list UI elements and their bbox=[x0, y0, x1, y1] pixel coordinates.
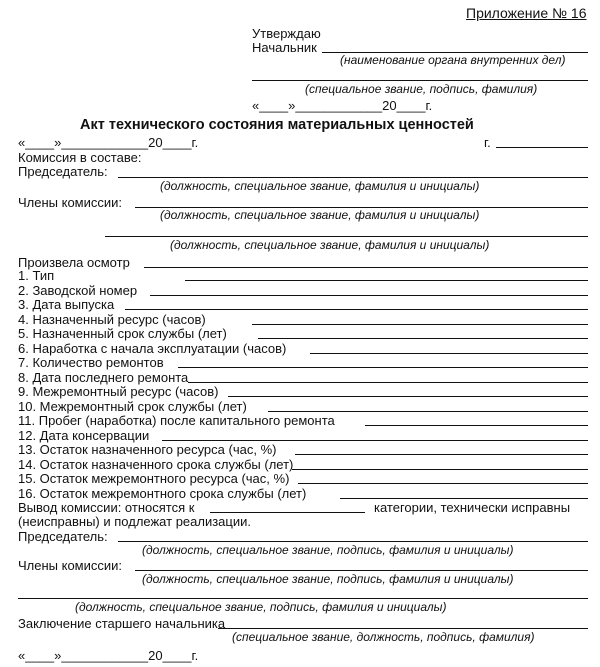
item-line[interactable] bbox=[268, 411, 588, 412]
rank-hint: (специальное звание, подпись, фамилия) bbox=[305, 82, 538, 96]
item-label: 4. Назначенный ресурс (часов) bbox=[18, 311, 206, 327]
sign-chair-hint: (должность, специальное звание, подпись, фамилия и инициалы) bbox=[142, 543, 514, 557]
appendix-label: Приложение № 16 bbox=[466, 5, 587, 21]
sign-members-label: Члены комиссии: bbox=[18, 558, 123, 573]
members-hint-1: (должность, специальное звание, фамилия и инициалы) bbox=[160, 208, 480, 222]
conclusion-prefix: Вывод комиссии: относятся к bbox=[18, 500, 195, 515]
members-line-2[interactable] bbox=[105, 236, 588, 237]
members-hint-2: (должность, специальное звание, фамилия и инициалы) bbox=[170, 238, 490, 252]
chair-label: Председатель: bbox=[18, 164, 108, 179]
senior-hint: (специальное звание, должность, подпись, фамилия) bbox=[232, 630, 535, 644]
chair-hint: (должность, специальное звание, фамилия и инициалы) bbox=[160, 179, 480, 193]
sign-members-line-2[interactable] bbox=[18, 598, 588, 599]
inspected-label: Произвела осмотр bbox=[18, 255, 130, 270]
approve-label: Утверждаю bbox=[252, 26, 321, 41]
item-label: 11. Пробег (наработка) после капитального ремонта bbox=[18, 413, 335, 428]
sign-chair-label: Председатель: bbox=[18, 529, 108, 544]
item-line[interactable] bbox=[162, 440, 588, 441]
senior-line[interactable] bbox=[218, 628, 588, 629]
item-line[interactable] bbox=[310, 353, 588, 354]
item-line[interactable] bbox=[298, 483, 588, 484]
item-line[interactable] bbox=[185, 280, 588, 281]
item-line[interactable] bbox=[365, 425, 588, 426]
page-title: Акт технического состояния материальных ценностей bbox=[80, 117, 474, 133]
senior-label: Заключение старшего начальника bbox=[18, 616, 226, 631]
item-label: 9. Межремонтный ресурс (часов) bbox=[18, 384, 219, 399]
item-label: 3. Дата выпуска bbox=[18, 297, 115, 312]
item-label: 14. Остаток назначенного срока службы (лет) bbox=[18, 456, 294, 472]
category-line[interactable] bbox=[210, 512, 365, 513]
chair-line[interactable] bbox=[118, 177, 588, 178]
item-label: 6. Наработка с начала эксплуатации (часов) bbox=[18, 340, 287, 356]
item-line[interactable] bbox=[228, 396, 588, 397]
org-hint: (наименование органа внутренних дел) bbox=[340, 53, 566, 67]
city-line[interactable] bbox=[496, 147, 588, 148]
rank-line[interactable] bbox=[252, 80, 588, 81]
item-label: 13. Остаток назначенного ресурса (час, %) bbox=[18, 442, 277, 457]
item-line[interactable] bbox=[178, 367, 588, 368]
conclusion-line2: (неисправны) и подлежат реализации. bbox=[18, 514, 251, 529]
item-line[interactable] bbox=[188, 382, 588, 383]
item-label: 15. Остаток межремонтного ресурса (час, %) bbox=[18, 471, 290, 486]
members-label: Члены комиссии: bbox=[18, 195, 123, 210]
commission-label: Комиссия в составе: bbox=[18, 150, 142, 165]
item-line[interactable] bbox=[125, 309, 588, 310]
sign-members-hint-2: (должность, специальное звание, подпись, фамилия и инициалы) bbox=[75, 600, 447, 614]
sign-chair-line[interactable] bbox=[118, 541, 588, 542]
sign-members-hint-1: (должность, специальное звание, подпись, фамилия и инициалы) bbox=[142, 572, 514, 586]
conclusion-suffix: категории, технически исправны bbox=[374, 500, 571, 515]
item-label: 1. Тип bbox=[18, 268, 55, 283]
item-label: 8. Дата последнего ремонта bbox=[18, 369, 189, 385]
item-line[interactable] bbox=[258, 338, 588, 339]
city-suffix: г. bbox=[484, 135, 491, 150]
item-label: 7. Количество ремонтов bbox=[18, 355, 164, 370]
approve-date: «____»____________20____г. bbox=[252, 98, 433, 113]
item-line[interactable] bbox=[150, 295, 588, 296]
item-line[interactable] bbox=[292, 469, 588, 470]
chief-label: Начальник bbox=[252, 40, 317, 55]
item-label: 16. Остаток межремонтного срока службы (лет) bbox=[18, 485, 307, 501]
item-line[interactable] bbox=[340, 498, 588, 499]
final-date: «____»____________20____г. bbox=[18, 648, 199, 663]
inspected-line[interactable] bbox=[144, 267, 588, 268]
sign-members-line-1[interactable] bbox=[135, 570, 588, 571]
item-label: 5. Назначенный срок службы (лет) bbox=[18, 326, 227, 341]
item-label: 10. Межремонтный срок службы (лет) bbox=[18, 398, 247, 414]
item-label: 12. Дата консервации bbox=[18, 427, 150, 443]
item-line[interactable] bbox=[295, 454, 588, 455]
item-line[interactable] bbox=[252, 324, 588, 325]
act-date: «____»____________20____г. bbox=[18, 135, 199, 150]
item-label: 2. Заводской номер bbox=[18, 282, 138, 298]
